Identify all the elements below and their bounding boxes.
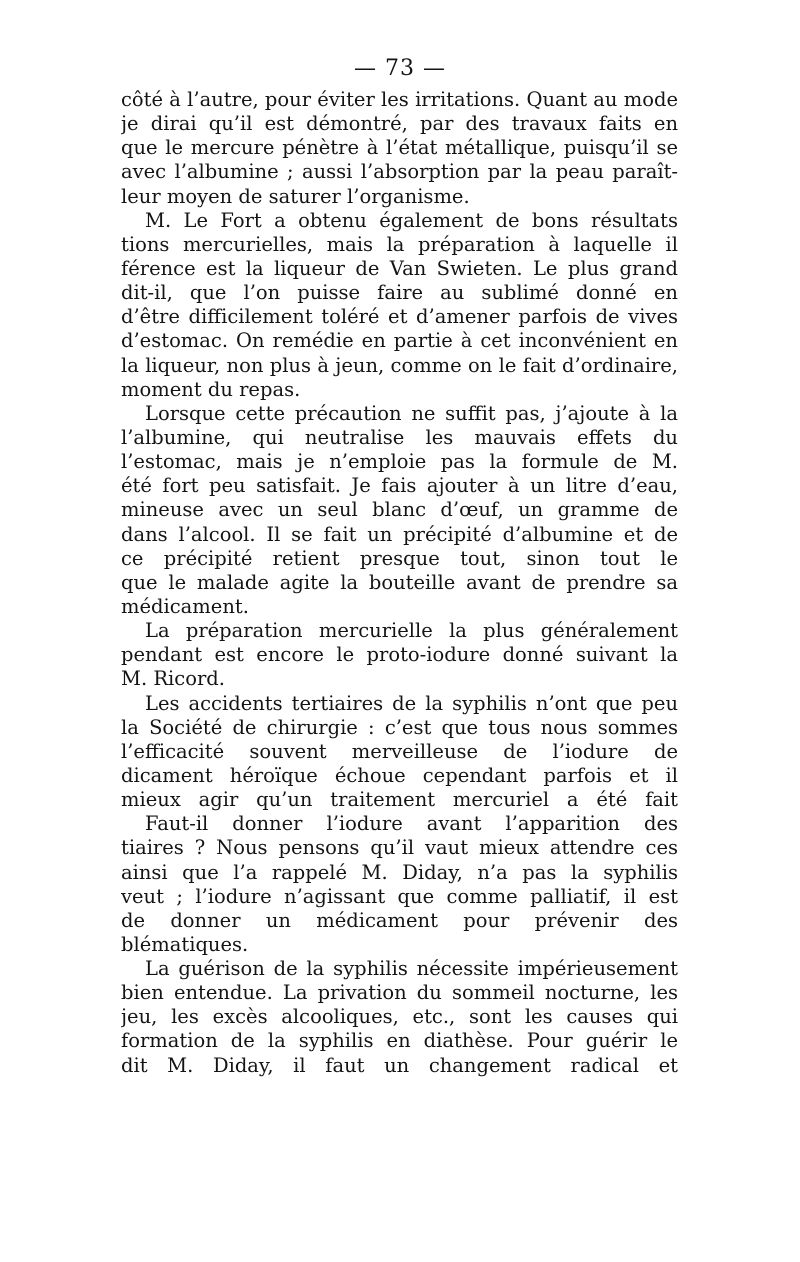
- line-text: La guérison de la syphilis nécessite impérieusement: [145, 957, 678, 981]
- line-text: d’être difficilement toléré et d’amener parfois de vives: [121, 305, 678, 329]
- text-line: [121, 329, 678, 353]
- line-text: moment du repas.: [121, 377, 301, 401]
- text-line: [121, 209, 678, 233]
- line-text: été fort peu satisfait. Je fais ajouter à un litre d’eau,: [121, 474, 678, 498]
- body-text: [121, 88, 678, 1078]
- text-line: [121, 1029, 678, 1053]
- line-text: tions mercurielles, mais la préparation à laquelle il: [121, 232, 678, 256]
- text-line: [121, 160, 678, 184]
- line-text: dans l’alcool. Il se fait un précipité d’albumine et de: [121, 522, 678, 546]
- text-line: [121, 378, 678, 402]
- text-line: [121, 619, 678, 643]
- text-line: [121, 716, 678, 740]
- text-line: [121, 547, 678, 571]
- text-line: [121, 740, 678, 764]
- text-line: [121, 354, 678, 378]
- text-line: [121, 981, 678, 1005]
- line-text: mineuse avec un seul blanc d’œuf, un gramme de: [121, 498, 678, 522]
- text-line: [121, 450, 678, 474]
- text-line: [121, 595, 678, 619]
- text-line: [121, 88, 678, 112]
- line-text: l’albumine, qui neutralise les mauvais effets du: [121, 425, 678, 449]
- line-text: ainsi que l’a rappelé M. Diday, n’a pas la syphilis: [121, 860, 678, 884]
- line-text: dicament héroïque échoue cependant parfois et il: [121, 763, 678, 787]
- text-line: [121, 861, 678, 885]
- line-text: Les accidents tertiaires de la syphilis n’ont que peu: [145, 691, 678, 715]
- line-text: la liqueur, non plus à jeun, comme on le fait d’ordinaire,: [121, 353, 678, 377]
- text-line: [121, 836, 678, 860]
- line-text: Lorsque cette précaution ne suffit pas, j’ajoute à la: [145, 401, 678, 425]
- line-text: tiaires ? Nous pensons qu’il vaut mieux attendre ces: [121, 836, 678, 860]
- text-line: [121, 112, 678, 136]
- line-text: formation de la syphilis en diathèse. Pour guérir le: [121, 1029, 678, 1053]
- text-line: [121, 667, 678, 691]
- text-line: [121, 788, 678, 812]
- line-text: dit M. Diday, il faut un changement radical et: [121, 1053, 678, 1077]
- text-line: [121, 643, 678, 667]
- line-text: je dirai qu’il est démontré, par des travaux faits en: [121, 112, 678, 136]
- line-text: M. Ricord.: [121, 667, 225, 691]
- text-line: [121, 812, 678, 836]
- line-text: férence est la liqueur de Van Swieten. Le plus grand: [121, 256, 678, 280]
- line-text: Faut-il donner l’iodure avant l’apparition des: [145, 812, 678, 836]
- line-text: M. Le Fort a obtenu également de bons résultats: [145, 208, 678, 232]
- line-text: côté à l’autre, pour éviter les irritations. Quant au mode: [121, 88, 678, 111]
- text-line: [121, 1005, 678, 1029]
- text-line: [121, 885, 678, 909]
- text-line: [121, 523, 678, 547]
- page-number: — 73 —: [354, 56, 446, 81]
- line-text: blématiques.: [121, 932, 249, 956]
- line-text: que le malade agite la bouteille avant de prendre sa: [121, 570, 678, 594]
- line-text: d’estomac. On remédie en partie à cet inconvénient en: [121, 329, 678, 353]
- text-line: [121, 185, 678, 209]
- text-line: [121, 957, 678, 981]
- line-text: l’efficacité souvent merveilleuse de l’iodure de: [121, 739, 678, 763]
- text-line: [121, 233, 678, 257]
- line-text: que le mercure pénètre à l’état métallique, puisqu’il se: [121, 136, 678, 160]
- line-text: la Société de chirurgie : c’est que tous nous sommes: [121, 715, 678, 739]
- line-text: jeu, les excès alcooliques, etc., sont les causes qui: [121, 1005, 678, 1029]
- text-line: [121, 426, 678, 450]
- text-line: [121, 909, 678, 933]
- text-line: [121, 402, 678, 426]
- text-line: [121, 281, 678, 305]
- line-text: avec l’albumine ; aussi l’absorption par la peau paraît-: [121, 160, 678, 184]
- text-line: [121, 305, 678, 329]
- text-line: [121, 692, 678, 716]
- text-line: [121, 474, 678, 498]
- line-text: bien entendue. La privation du sommeil nocturne, les: [121, 981, 678, 1005]
- line-text: pendant est encore le proto-iodure donné suivant la: [121, 643, 678, 667]
- line-text: médicament.: [121, 594, 249, 618]
- text-line: [121, 1054, 678, 1078]
- text-line: [121, 571, 678, 595]
- text-line: [121, 764, 678, 788]
- text-line: [121, 136, 678, 160]
- line-text: dit-il, que l’on puisse faire au sublimé donné en: [121, 281, 678, 305]
- text-line: [121, 933, 678, 957]
- line-text: veut ; l’iodure n’agissant que comme palliatif, il est: [121, 884, 678, 908]
- line-text: La préparation mercurielle la plus généralement: [145, 619, 678, 643]
- line-text: ce précipité retient presque tout, sinon tout le: [121, 546, 678, 570]
- line-text: l’estomac, mais je n’emploie pas la formule de M.: [121, 450, 678, 474]
- text-line: [121, 498, 678, 522]
- text-line: [121, 257, 678, 281]
- line-text: mieux agir qu’un traitement mercuriel a été fait: [121, 788, 678, 812]
- line-text: de donner un médicament pour prévenir des: [121, 908, 678, 932]
- line-text: leur moyen de saturer l’organisme.: [121, 184, 470, 208]
